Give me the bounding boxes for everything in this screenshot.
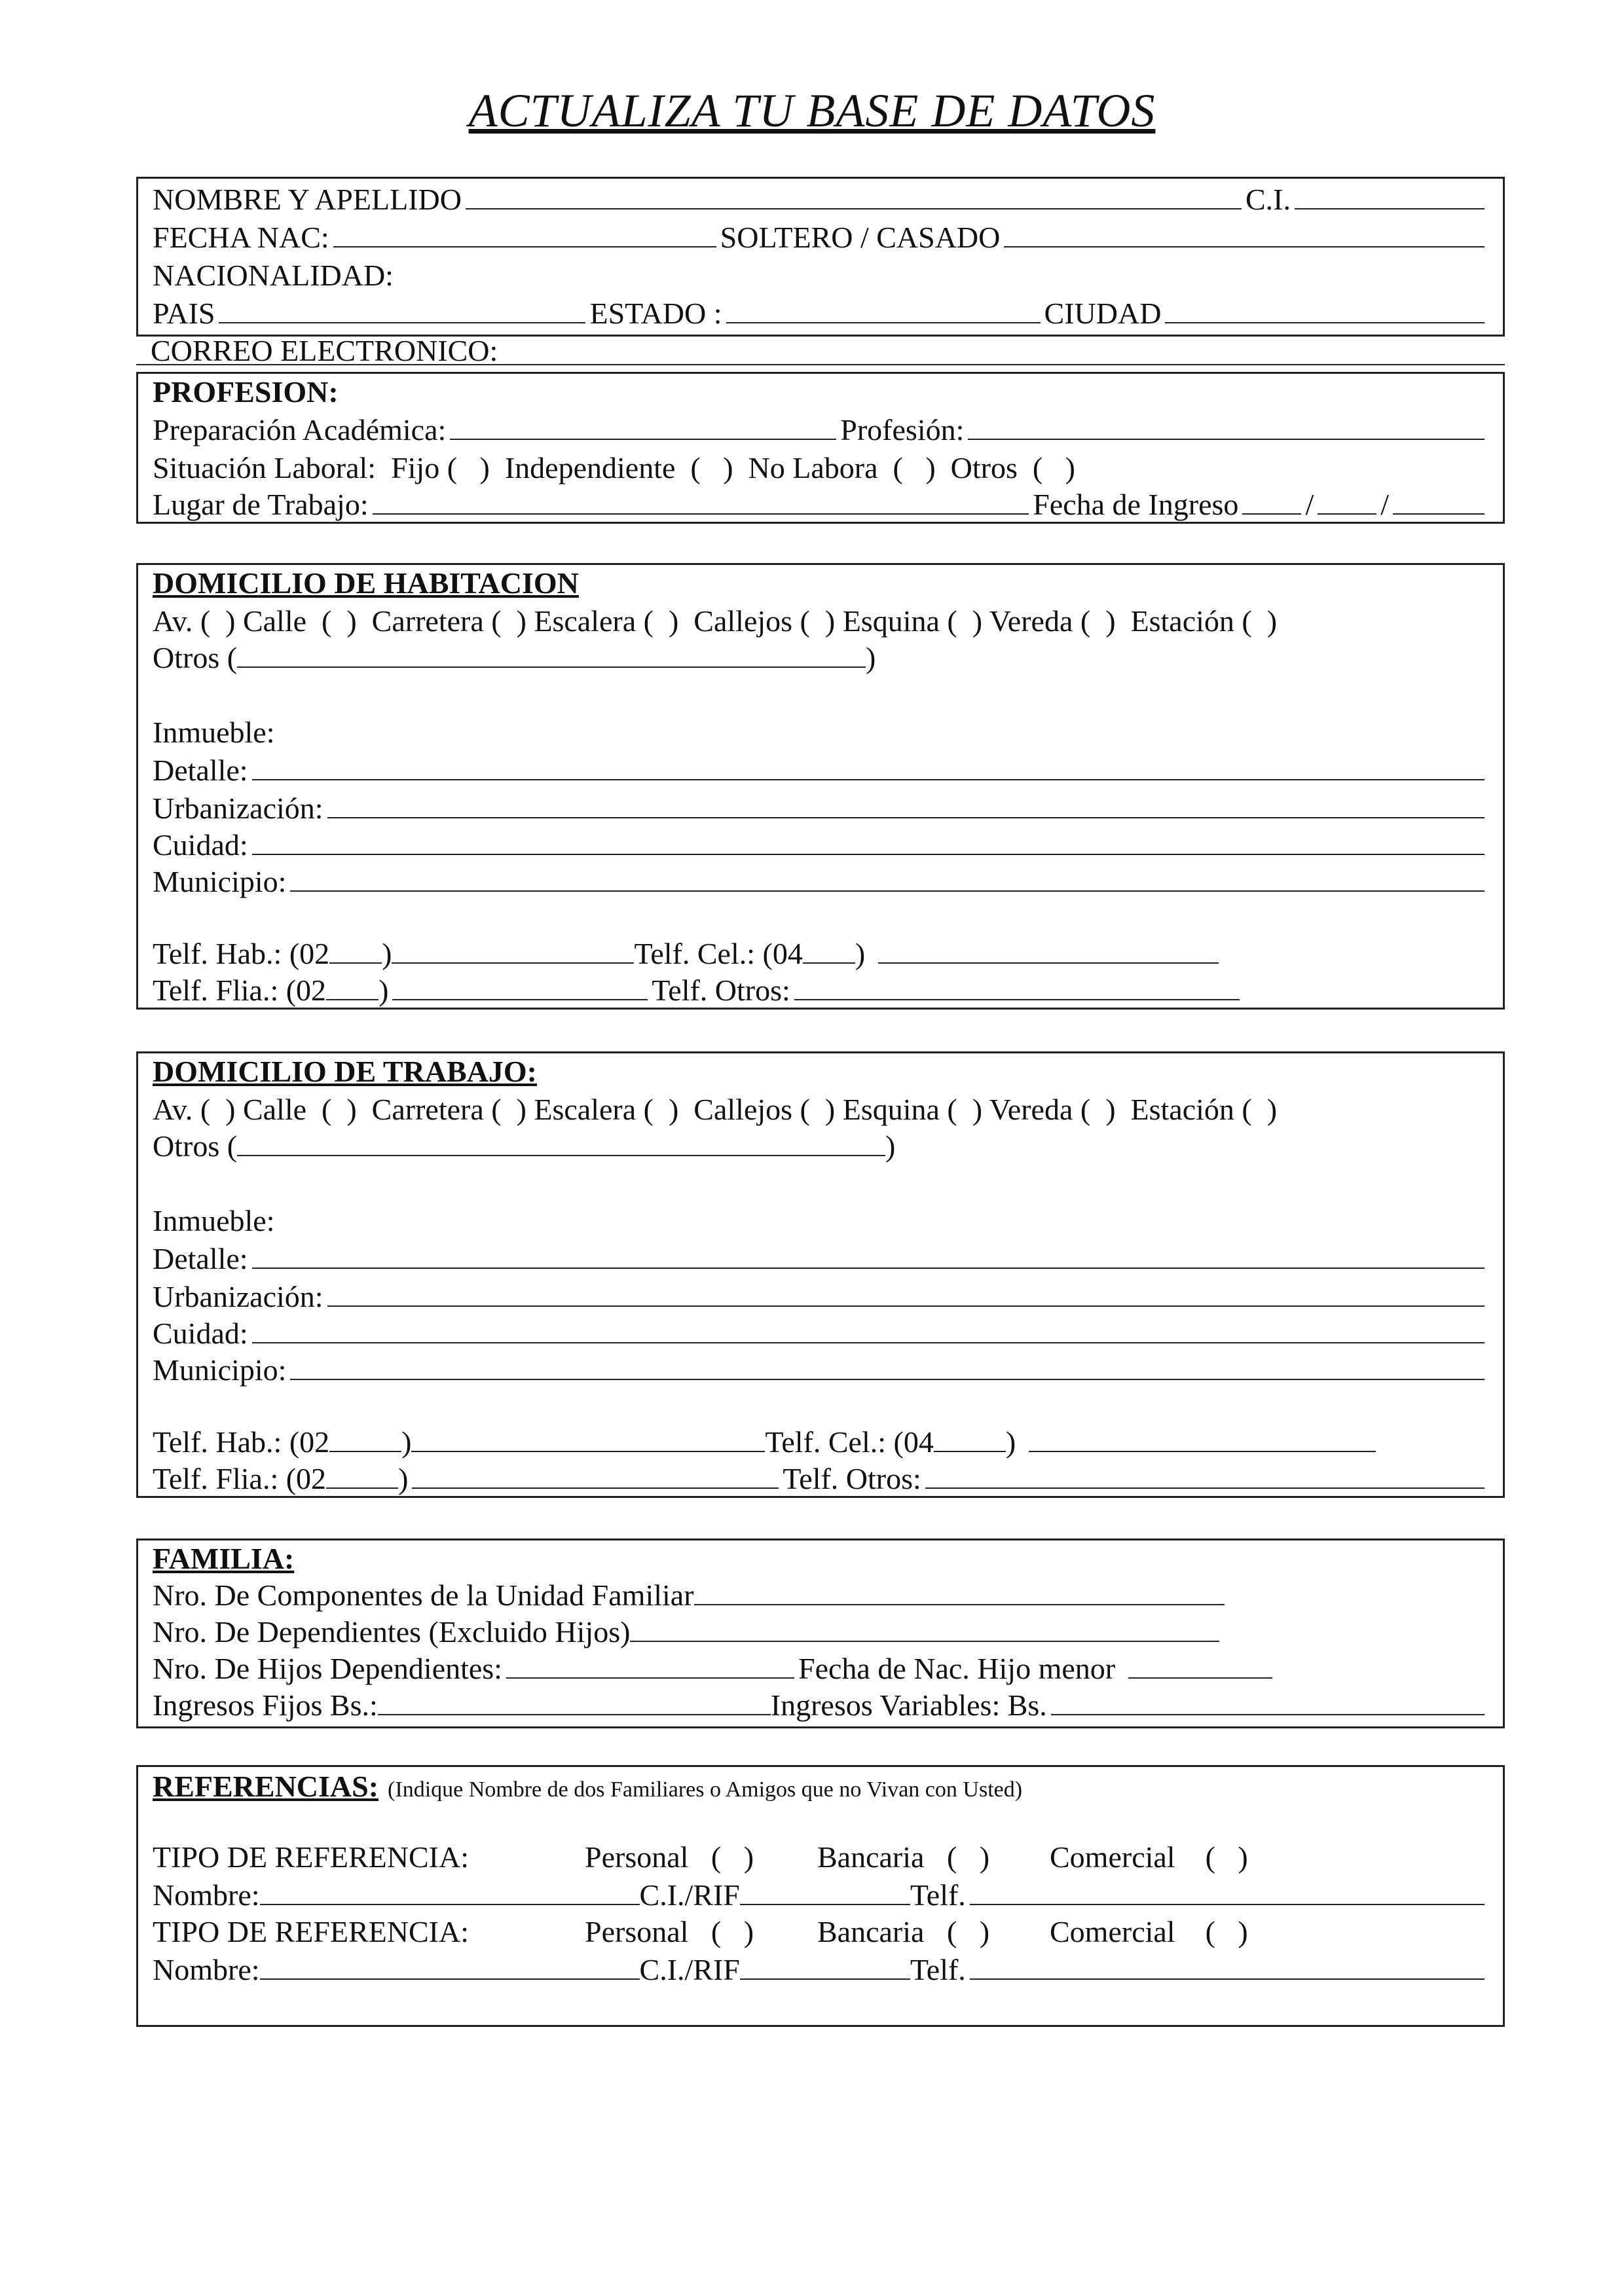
pais-field[interactable] [219,297,585,323]
telf-flia-field[interactable] [392,974,648,1000]
ciudad-field[interactable] [1165,297,1485,323]
telf-otros-field[interactable] [925,1463,1485,1489]
preparacion-label: Preparación Académica: [153,413,447,446]
telf-hab-field[interactable] [411,1426,765,1452]
date-separator: / [1380,488,1389,521]
telf-cel-field[interactable] [878,938,1219,964]
telf-hab-label: Telf. Hab.: (02 [153,937,330,970]
familia-heading: FAMILIA: [153,1542,295,1575]
detalle-field[interactable] [252,754,1485,780]
nombre-field[interactable] [466,183,1242,210]
cuidad-label: Cuidad: [153,1317,248,1350]
detalle-label: Detalle: [153,754,248,787]
estado-civil-label: SOLTERO / CASADO [720,221,1001,254]
otros-field[interactable] [237,642,866,668]
hijos-field[interactable] [506,1652,794,1679]
cuidad-label: Cuidad: [153,828,248,862]
fecha-nac-field[interactable] [333,221,716,247]
otros-field[interactable] [237,1130,885,1156]
telf-otros-field[interactable] [794,974,1240,1000]
ref-ci-field[interactable] [740,1879,910,1905]
nombre-label: Nombre: [153,1953,260,1986]
comercial-option[interactable]: Comercial ( ) [1050,1840,1248,1874]
ref-nombre-field[interactable] [260,1954,640,1980]
preparacion-field[interactable] [450,414,836,440]
nombre-label: Nombre: [153,1878,260,1912]
paren: ) [378,974,389,1007]
profesion-label: Profesión: [840,413,965,446]
componentes-field[interactable] [694,1579,1225,1605]
paren: ) [382,937,392,970]
estado-civil-field[interactable] [1004,221,1485,247]
otros-close: ) [866,641,876,674]
ingresos-fijos-label: Ingresos Fijos Bs.: [153,1688,378,1722]
tipo-referencia-label: TIPO DE REFERENCIA: [153,1915,469,1948]
telf-hab-label: Telf. Hab.: (02 [153,1425,330,1459]
municipio-field[interactable] [290,866,1485,892]
urbanizacion-field[interactable] [327,1281,1485,1307]
nacionalidad-label: NACIONALIDAD: [153,259,394,292]
lugar-label: Lugar de Trabajo: [153,488,369,521]
inmueble-label: Inmueble: [153,716,275,749]
ingresos-fijos-field[interactable] [378,1689,771,1715]
ci-rif-label: C.I./RIF [639,1878,740,1912]
referencias-note: (Indique Nombre de dos Familiares o Amigos que no Vivan con Usted) [388,1777,1023,1802]
detalle-field[interactable] [252,1243,1485,1269]
telf-flia-area[interactable] [326,974,378,1000]
paren: ) [398,1462,409,1495]
familia-section [136,1539,1505,1728]
otros-close: ) [885,1129,896,1163]
inmueble-label: Inmueble: [153,1204,275,1237]
urbanizacion-label: Urbanización: [153,792,323,825]
dependientes-label: Nro. De Dependientes (Excluido Hijos) [153,1615,631,1649]
correo-label: CORREO ELECTRONICO: [151,334,498,367]
personal-option[interactable]: Personal ( ) [585,1915,754,1948]
situacion-laboral[interactable]: Situación Laboral: Fijo ( ) Independiente ( ) No Labora ( ) Otros ( ) [153,451,1075,484]
bancaria-option[interactable]: Bancaria ( ) [817,1840,990,1874]
fecha-hijo-field[interactable] [1128,1652,1272,1679]
trabajo-heading: DOMICILIO DE TRABAJO: [153,1055,537,1088]
paren: ) [401,1425,412,1459]
personal-section [136,177,1505,337]
pais-label: PAIS [153,297,215,330]
telf-flia-area[interactable] [326,1463,398,1489]
fecha-ingreso-label: Fecha de Ingreso [1033,488,1239,521]
telf-cel-label: Telf. Cel.: (04 [765,1425,934,1459]
profesion-heading: PROFESION: [153,375,339,409]
form-title: ACTUALIZA TU BASE DE DATOS [468,84,1156,137]
telf-label: Telf. [910,1878,966,1912]
lugar-field[interactable] [373,488,1029,515]
detalle-label: Detalle: [153,1242,248,1275]
urbanizacion-label: Urbanización: [153,1280,323,1313]
cuidad-field[interactable] [252,1317,1485,1343]
ref-telf-field[interactable] [970,1879,1485,1905]
trabajo-vias[interactable]: Av. ( ) Calle ( ) Carretera ( ) Escalera ( ) Callejos ( ) Esquina ( ) Vereda ( ) Estación ( ) [153,1093,1278,1126]
ci-label: C.I. [1246,183,1291,216]
ingresos-var-field[interactable] [1051,1689,1485,1715]
estado-label: ESTADO : [589,297,722,330]
referencias-section [136,1765,1505,2027]
telf-flia-label: Telf. Flia.: (02 [153,974,327,1007]
estado-field[interactable] [726,297,1041,323]
fecha-nac-label: FECHA NAC: [153,221,329,254]
fecha-ingreso-mm[interactable] [1318,488,1376,515]
ref-telf-field[interactable] [970,1954,1485,1980]
telf-hab-area[interactable] [329,1426,401,1452]
ingresos-var-label: Ingresos Variables: Bs. [770,1688,1047,1722]
dependientes-field[interactable] [630,1616,1219,1642]
fecha-ingreso-yy[interactable] [1393,488,1485,515]
personal-option[interactable]: Personal ( ) [585,1840,754,1874]
referencias-heading: REFERENCIAS: [153,1770,379,1803]
habitacion-heading: DOMICILIO DE HABITACION [153,566,579,600]
telf-hab-area[interactable] [329,938,382,964]
paren: ) [855,937,866,970]
paren: ) [1005,1425,1016,1459]
urbanizacion-field[interactable] [327,792,1485,818]
ci-rif-label: C.I./RIF [639,1953,740,1986]
telf-flia-label: Telf. Flia.: (02 [153,1462,327,1495]
ciudad-label: CIUDAD [1044,297,1162,330]
telf-hab-field[interactable] [392,938,634,964]
otros-label: Otros ( [153,1129,238,1163]
tipo-referencia-label: TIPO DE REFERENCIA: [153,1840,469,1874]
telf-label: Telf. [910,1953,966,1986]
cuidad-field[interactable] [252,829,1485,855]
otros-label: Otros ( [153,641,238,674]
fecha-hijo-label: Fecha de Nac. Hijo menor [798,1652,1116,1685]
hijos-label: Nro. De Hijos Dependientes: [153,1652,502,1685]
profesion-field[interactable] [968,414,1485,440]
nombre-label: NOMBRE Y APELLIDO [153,183,462,216]
telf-flia-field[interactable] [412,1463,779,1489]
ci-field[interactable] [1295,183,1485,210]
telf-otros-label: Telf. Otros: [783,1462,921,1495]
habitacion-section [136,563,1505,1010]
telf-cel-area[interactable] [803,938,855,964]
telf-cel-area[interactable] [934,1426,1006,1452]
bancaria-option[interactable]: Bancaria ( ) [817,1915,990,1948]
profesion-section [136,372,1505,524]
correo-field[interactable] [136,364,1505,365]
telf-otros-label: Telf. Otros: [652,974,790,1007]
ref-nombre-field[interactable] [260,1879,640,1905]
trabajo-section [136,1051,1505,1498]
date-separator: / [1305,488,1314,521]
habitacion-vias[interactable]: Av. ( ) Calle ( ) Carretera ( ) Escalera ( ) Callejos ( ) Esquina ( ) Vereda ( ) Estación ( ) [153,604,1278,638]
comercial-option[interactable]: Comercial ( ) [1050,1915,1248,1948]
fecha-ingreso-dd[interactable] [1242,488,1301,515]
municipio-field[interactable] [290,1354,1485,1380]
telf-cel-field[interactable] [1029,1426,1376,1452]
ref-ci-field[interactable] [740,1954,910,1980]
municipio-label: Municipio: [153,1353,287,1387]
municipio-label: Municipio: [153,865,287,898]
componentes-label: Nro. De Componentes de la Unidad Familiar [153,1578,694,1612]
telf-cel-label: Telf. Cel.: (04 [634,937,803,970]
